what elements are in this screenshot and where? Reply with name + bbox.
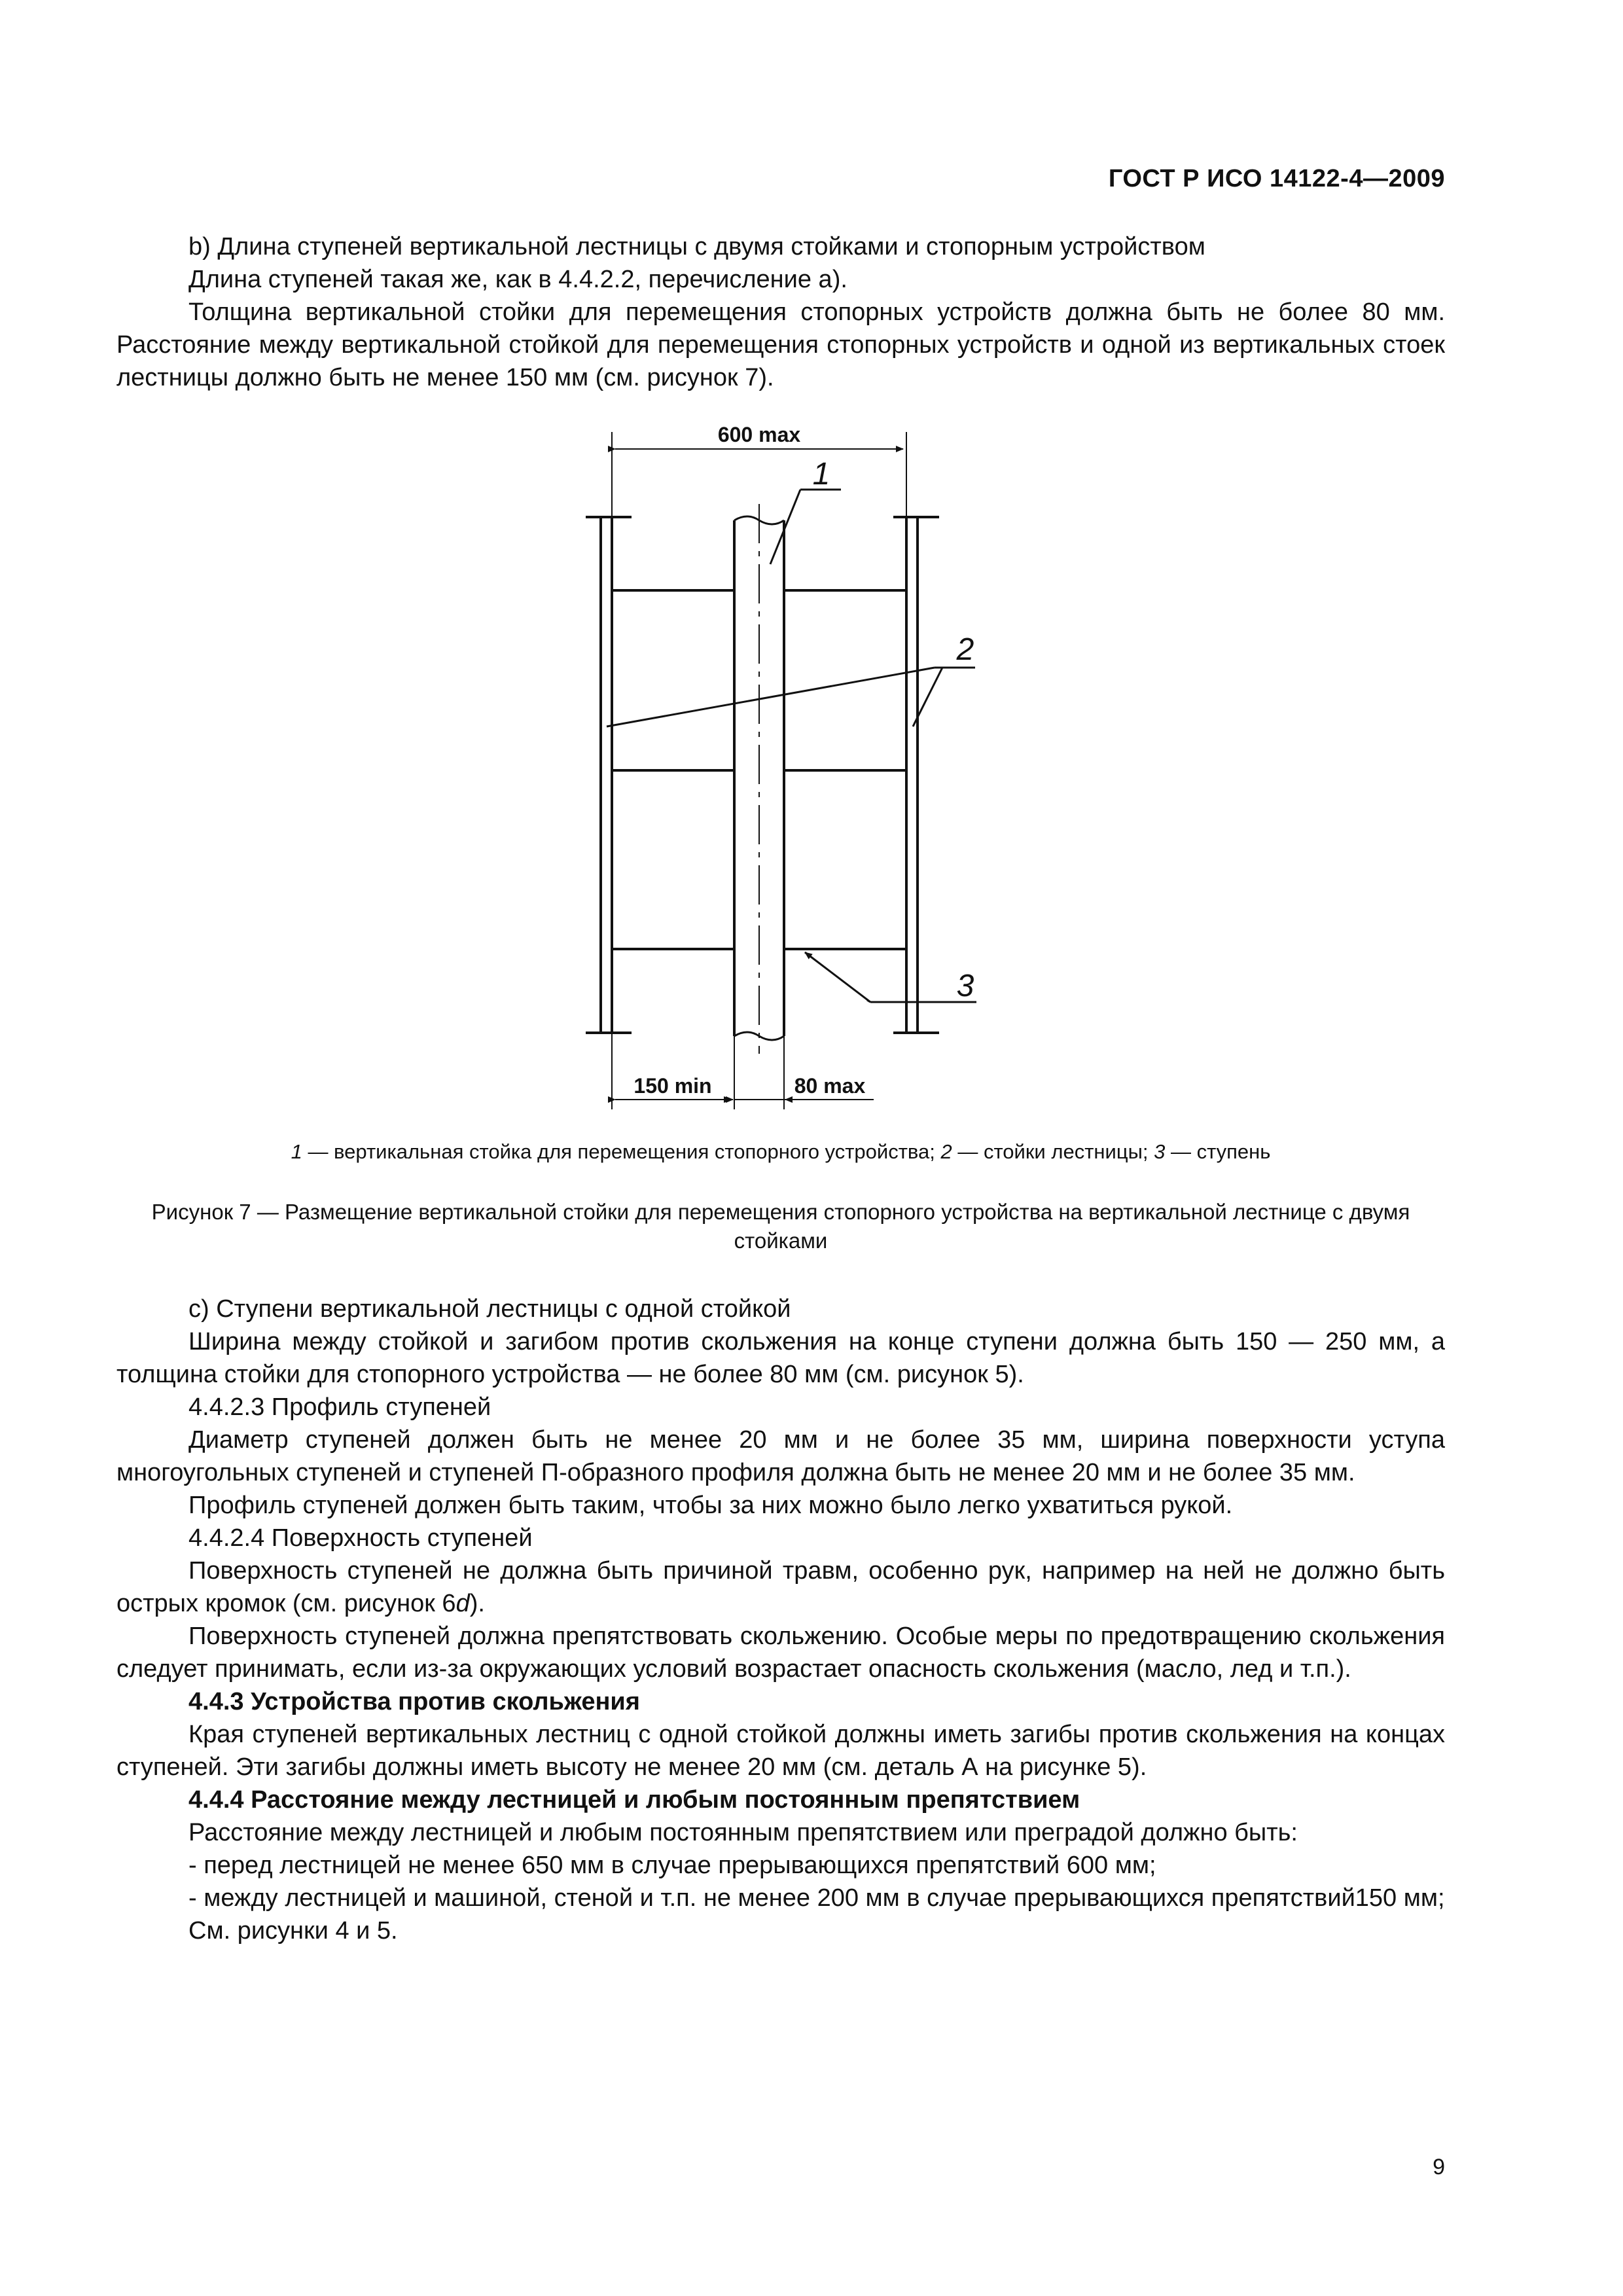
heading-4-4-4: 4.4.4 Расстояние между лестницей и любым постоянным препятствием <box>188 1786 1080 1814</box>
figure-caption: Рисунок 7 — Размещение вертикальной стойки для перемещения стопорного устройства на вертикальной лестнице с двумя стойками <box>151 1200 1410 1253</box>
dim-top-label: 600 max <box>717 423 801 446</box>
document-header: ГОСТ Р ИСО 14122-4—2009 <box>1108 165 1445 192</box>
heading-4-4-2-4: 4.4.2.4 Поверхность ступеней <box>188 1524 533 1552</box>
legend-1-text: — вертикальная стойка для перемещения стопорного устройства; <box>302 1140 941 1163</box>
figure-7-drawing <box>0 0 1623 1139</box>
centre-pole <box>734 504 784 1054</box>
list-item-1: - перед лестницей не менее 650 мм в случае прерывающихся препятствий 600 мм; <box>188 1852 1156 1879</box>
figure-legend <box>116 1139 1445 1165</box>
paragraph-diameter: Диаметр ступеней должен быть не менее 20 мм и не более 35 мм, ширина поверхности уступа многоугольных ступеней и ступеней П-образного профиля должна быть не менее 20 мм и не более 35 мм. <box>116 1426 1445 1486</box>
paragraph-profile: Профиль ступеней должен быть таким, чтобы за них можно было легко ухватиться рукой. <box>188 1492 1233 1519</box>
section-bottom <box>116 1293 1445 1947</box>
callout-1: 1 <box>812 457 830 492</box>
callout-2: 2 <box>956 632 974 667</box>
item-b-title: b) Длина ступеней вертикальной лестницы с двумя стойками и стопорным устройством <box>188 233 1205 260</box>
item-b-thickness: Толщина вертикальной стойки для перемещения стопорных устройств должна быть не более 80 мм. Расстояние между вертикальной стойкой для перемещения стопорных устройств и одной из вертикальных стоек лестницы должно быть не менее 150 мм (см. рисунок 7). <box>116 298 1445 391</box>
paragraph-distance: Расстояние между лестницей и любым постоянным препятствием или преградой должно быть: <box>188 1819 1298 1846</box>
legend-2-text: — стойки лестницы; <box>952 1140 1154 1163</box>
legend-3-text: — ступень <box>1165 1140 1271 1163</box>
see-figures: См. рисунки 4 и 5. <box>188 1917 398 1945</box>
heading-4-4-3: 4.4.3 Устройства против скольжения <box>188 1688 640 1715</box>
legend-1-number: 1 <box>291 1140 302 1163</box>
heading-4-4-2-3: 4.4.2.3 Профиль ступеней <box>188 1393 491 1421</box>
paragraph-antislip: Края ступеней вертикальных лестниц с одной стойкой должны иметь загибы против скольжения на концах ступеней. Эти загибы должны иметь высоту не менее 20 мм (см. деталь А на рисунке 5). <box>116 1721 1445 1781</box>
dim-bottom-right-label: 80 max <box>794 1074 866 1098</box>
surface-1-end: ). <box>469 1590 485 1617</box>
surface-1-figure-ref: d <box>455 1590 470 1617</box>
legend-3-number: 3 <box>1154 1140 1166 1163</box>
item-b-length: Длина ступеней такая же, как в 4.4.2.2, перечисление а). <box>188 266 847 293</box>
dim-bottom-left-label: 150 min <box>633 1074 712 1098</box>
left-stile <box>586 517 632 1033</box>
paragraph-surface-2: Поверхность ступеней должна препятствовать скольжению. Особые меры по предотвращению скольжения следует принимать, если из-за окружающих условий возрастает опасность скольжения (масло, лед и т.п.). <box>116 1623 1445 1683</box>
item-c-title: c) Ступени вертикальной лестницы с одной стойкой <box>188 1295 791 1323</box>
leader-lines <box>607 490 976 1002</box>
right-stile <box>893 517 939 1033</box>
paragraph-surface-1 <box>116 1554 1445 1620</box>
list-item-2: - между лестницей и машиной, стеной и т.п. не менее 200 мм в случае прерывающихся препятствий150 мм; <box>188 1884 1445 1912</box>
legend-2-number: 2 <box>940 1140 952 1163</box>
page-number: 9 <box>1433 2155 1445 2179</box>
callout-3: 3 <box>956 969 974 1003</box>
surface-1-text: Поверхность ступеней не должна быть причиной травм, особенно рук, например на ней не должно быть острых кромок (см. рисунок 6 <box>116 1557 1445 1617</box>
dimension-bottom <box>612 1033 874 1109</box>
item-c-text: Ширина между стойкой и загибом против скольжения на конце ступени должна быть 150 — 250 мм, а толщина стойки для стопорного устройства — не более 80 мм (см. рисунок 5). <box>116 1328 1445 1388</box>
